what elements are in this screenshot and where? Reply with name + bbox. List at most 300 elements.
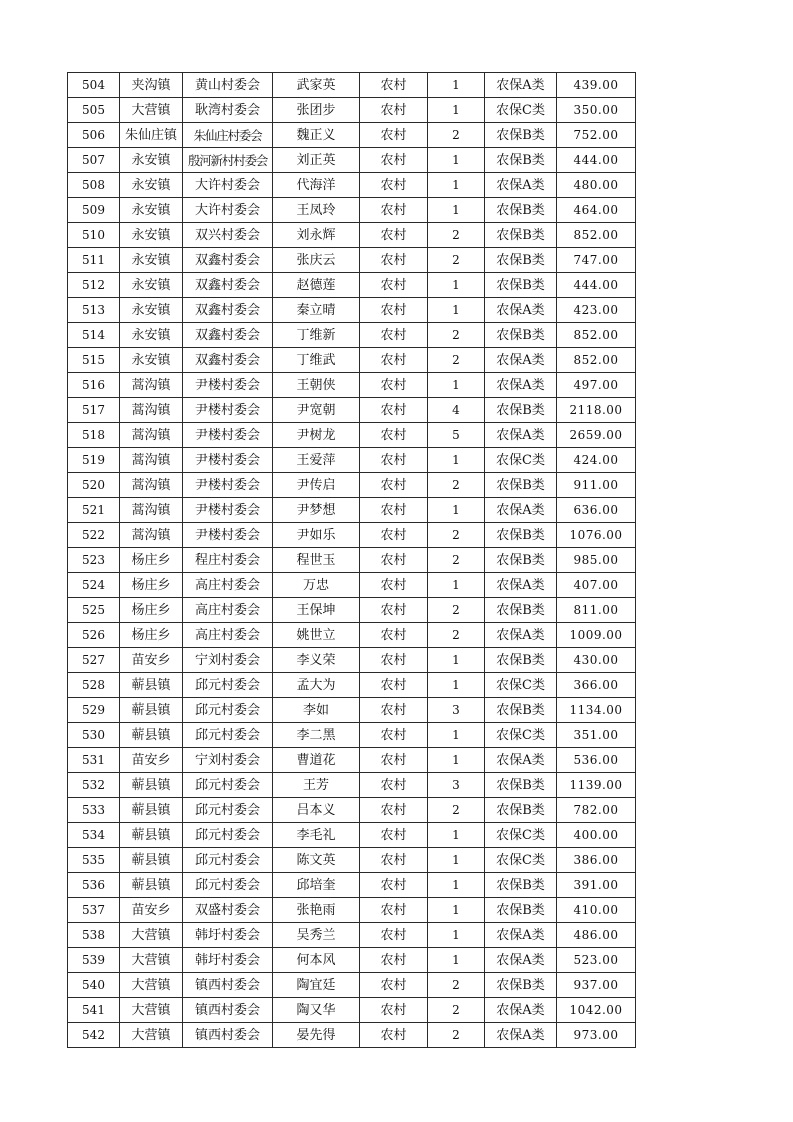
amount-cell: 1139.00 [557,773,636,798]
name-cell: 吕本义 [273,798,360,823]
amount-cell: 400.00 [557,823,636,848]
amount-cell: 391.00 [557,873,636,898]
village-committee-cell: 尹楼村委会 [183,423,273,448]
amount-cell: 911.00 [557,473,636,498]
amount-cell: 2118.00 [557,398,636,423]
name-cell: 晏先得 [273,1023,360,1048]
insurance-category-cell: 农保C类 [485,673,557,698]
row-number-cell: 513 [68,298,120,323]
row-number-cell: 509 [68,198,120,223]
table-row [68,73,636,98]
row-number-cell: 516 [68,373,120,398]
table-row [68,548,636,573]
insurance-category-cell: 农保C类 [485,448,557,473]
table-row [68,873,636,898]
row-number-cell: 526 [68,623,120,648]
row-number-cell: 528 [68,673,120,698]
area-type-cell: 农村 [360,298,428,323]
town-cell: 蕲县镇 [120,873,183,898]
row-number-cell: 530 [68,723,120,748]
row-number-cell: 522 [68,523,120,548]
amount-cell: 1076.00 [557,523,636,548]
area-type-cell: 农村 [360,573,428,598]
town-cell: 杨庄乡 [120,598,183,623]
row-number-cell: 520 [68,473,120,498]
household-count-cell: 1 [428,448,485,473]
row-number-cell: 534 [68,823,120,848]
amount-cell: 430.00 [557,648,636,673]
amount-cell: 351.00 [557,723,636,748]
village-committee-cell: 双盛村委会 [183,898,273,923]
table-row [68,623,636,648]
row-number-cell: 531 [68,748,120,773]
town-cell: 蒿沟镇 [120,473,183,498]
area-type-cell: 农村 [360,73,428,98]
village-committee-cell: 镇西村委会 [183,973,273,998]
area-type-cell: 农村 [360,748,428,773]
amount-cell: 2659.00 [557,423,636,448]
insurance-category-cell: 农保B类 [485,698,557,723]
town-cell: 蕲县镇 [120,848,183,873]
amount-cell: 407.00 [557,573,636,598]
town-cell: 永安镇 [120,223,183,248]
table-row [68,398,636,423]
insurance-category-cell: 农保A类 [485,923,557,948]
name-cell: 丁维武 [273,348,360,373]
name-cell: 尹如乐 [273,523,360,548]
table-row [68,698,636,723]
village-committee-cell: 双兴村委会 [183,223,273,248]
area-type-cell: 农村 [360,473,428,498]
row-number-cell: 518 [68,423,120,448]
name-cell: 赵德莲 [273,273,360,298]
village-committee-cell: 殷河新村村委会 [183,148,273,173]
name-cell: 秦立晴 [273,298,360,323]
amount-cell: 523.00 [557,948,636,973]
village-committee-cell: 宁刘村委会 [183,648,273,673]
row-number-cell: 535 [68,848,120,873]
area-type-cell: 农村 [360,823,428,848]
amount-cell: 782.00 [557,798,636,823]
table-row [68,448,636,473]
village-committee-cell: 程庄村委会 [183,548,273,573]
insurance-category-cell: 农保C类 [485,848,557,873]
relief-roster-table [67,72,636,1048]
insurance-category-cell: 农保A类 [485,498,557,523]
town-cell: 苗安乡 [120,648,183,673]
insurance-category-cell: 农保A类 [485,748,557,773]
area-type-cell: 农村 [360,973,428,998]
table-row [68,223,636,248]
household-count-cell: 1 [428,573,485,598]
table-row [68,648,636,673]
name-cell: 武家英 [273,73,360,98]
table-row [68,823,636,848]
row-number-cell: 515 [68,348,120,373]
household-count-cell: 1 [428,848,485,873]
household-count-cell: 2 [428,548,485,573]
table-row [68,523,636,548]
name-cell: 张艳雨 [273,898,360,923]
insurance-category-cell: 农保B类 [485,648,557,673]
insurance-category-cell: 农保A类 [485,73,557,98]
town-cell: 蕲县镇 [120,723,183,748]
row-number-cell: 523 [68,548,120,573]
name-cell: 丁维新 [273,323,360,348]
village-committee-cell: 邱元村委会 [183,873,273,898]
insurance-category-cell: 农保B类 [485,248,557,273]
name-cell: 李毛礼 [273,823,360,848]
village-committee-cell: 耿湾村委会 [183,98,273,123]
table-row [68,298,636,323]
town-cell: 大营镇 [120,948,183,973]
insurance-category-cell: 农保A类 [485,948,557,973]
insurance-category-cell: 农保A类 [485,298,557,323]
area-type-cell: 农村 [360,673,428,698]
household-count-cell: 2 [428,523,485,548]
table-row [68,948,636,973]
row-number-cell: 539 [68,948,120,973]
insurance-category-cell: 农保B类 [485,973,557,998]
insurance-category-cell: 农保B类 [485,523,557,548]
insurance-category-cell: 农保B类 [485,223,557,248]
table-row [68,148,636,173]
row-number-cell: 537 [68,898,120,923]
table-row [68,973,636,998]
village-committee-cell: 高庄村委会 [183,573,273,598]
town-cell: 永安镇 [120,198,183,223]
household-count-cell: 2 [428,473,485,498]
insurance-category-cell: 农保B类 [485,773,557,798]
amount-cell: 439.00 [557,73,636,98]
insurance-category-cell: 农保B类 [485,273,557,298]
row-number-cell: 511 [68,248,120,273]
village-committee-cell: 尹楼村委会 [183,373,273,398]
household-count-cell: 4 [428,398,485,423]
insurance-category-cell: 农保B类 [485,798,557,823]
table-row [68,98,636,123]
table-row [68,673,636,698]
insurance-category-cell: 农保B类 [485,898,557,923]
insurance-category-cell: 农保B类 [485,148,557,173]
table-body [68,73,636,1048]
name-cell: 王朝侠 [273,373,360,398]
amount-cell: 852.00 [557,223,636,248]
village-committee-cell: 邱元村委会 [183,673,273,698]
household-count-cell: 3 [428,773,485,798]
town-cell: 杨庄乡 [120,548,183,573]
table-row [68,598,636,623]
name-cell: 孟大为 [273,673,360,698]
amount-cell: 985.00 [557,548,636,573]
household-count-cell: 1 [428,673,485,698]
table-row [68,173,636,198]
household-count-cell: 2 [428,248,485,273]
name-cell: 尹传启 [273,473,360,498]
amount-cell: 536.00 [557,748,636,773]
name-cell: 李如 [273,698,360,723]
amount-cell: 464.00 [557,198,636,223]
insurance-category-cell: 农保A类 [485,423,557,448]
household-count-cell: 1 [428,373,485,398]
village-committee-cell: 邱元村委会 [183,848,273,873]
table-row [68,573,636,598]
town-cell: 蒿沟镇 [120,373,183,398]
table-row [68,423,636,448]
name-cell: 陶又华 [273,998,360,1023]
household-count-cell: 1 [428,298,485,323]
insurance-category-cell: 农保A类 [485,998,557,1023]
name-cell: 李二黑 [273,723,360,748]
town-cell: 永安镇 [120,298,183,323]
amount-cell: 486.00 [557,923,636,948]
name-cell: 王凤玲 [273,198,360,223]
row-number-cell: 524 [68,573,120,598]
household-count-cell: 1 [428,748,485,773]
amount-cell: 1134.00 [557,698,636,723]
household-count-cell: 2 [428,1023,485,1048]
household-count-cell: 2 [428,598,485,623]
area-type-cell: 农村 [360,698,428,723]
household-count-cell: 2 [428,623,485,648]
name-cell: 陶宜廷 [273,973,360,998]
amount-cell: 811.00 [557,598,636,623]
name-cell: 程世玉 [273,548,360,573]
village-committee-cell: 黄山村委会 [183,73,273,98]
row-number-cell: 529 [68,698,120,723]
town-cell: 朱仙庄镇 [120,123,183,148]
town-cell: 大营镇 [120,998,183,1023]
name-cell: 何本风 [273,948,360,973]
village-committee-cell: 大许村委会 [183,198,273,223]
village-committee-cell: 双鑫村委会 [183,348,273,373]
amount-cell: 386.00 [557,848,636,873]
insurance-category-cell: 农保A类 [485,348,557,373]
household-count-cell: 1 [428,923,485,948]
village-committee-cell: 邱元村委会 [183,698,273,723]
amount-cell: 497.00 [557,373,636,398]
town-cell: 蕲县镇 [120,698,183,723]
amount-cell: 1009.00 [557,623,636,648]
town-cell: 蕲县镇 [120,673,183,698]
household-count-cell: 1 [428,948,485,973]
area-type-cell: 农村 [360,223,428,248]
village-committee-cell: 邱元村委会 [183,798,273,823]
insurance-category-cell: 农保B类 [485,473,557,498]
village-committee-cell: 大许村委会 [183,173,273,198]
row-number-cell: 507 [68,148,120,173]
town-cell: 蒿沟镇 [120,448,183,473]
name-cell: 曹道花 [273,748,360,773]
table-row [68,198,636,223]
insurance-category-cell: 农保B类 [485,323,557,348]
table-row [68,923,636,948]
row-number-cell: 538 [68,923,120,948]
insurance-category-cell: 农保A类 [485,173,557,198]
household-count-cell: 1 [428,823,485,848]
area-type-cell: 农村 [360,848,428,873]
table-row [68,373,636,398]
town-cell: 苗安乡 [120,748,183,773]
name-cell: 尹树龙 [273,423,360,448]
amount-cell: 973.00 [557,1023,636,1048]
household-count-cell: 1 [428,73,485,98]
household-count-cell: 2 [428,348,485,373]
table-row [68,798,636,823]
village-committee-cell: 高庄村委会 [183,598,273,623]
table-row [68,723,636,748]
town-cell: 杨庄乡 [120,573,183,598]
area-type-cell: 农村 [360,773,428,798]
insurance-category-cell: 农保A类 [485,1023,557,1048]
row-number-cell: 505 [68,98,120,123]
insurance-category-cell: 农保B类 [485,398,557,423]
name-cell: 张庆云 [273,248,360,273]
table-row [68,773,636,798]
area-type-cell: 农村 [360,323,428,348]
town-cell: 大营镇 [120,973,183,998]
amount-cell: 480.00 [557,173,636,198]
village-committee-cell: 邱元村委会 [183,773,273,798]
area-type-cell: 农村 [360,123,428,148]
amount-cell: 1042.00 [557,998,636,1023]
village-committee-cell: 尹楼村委会 [183,448,273,473]
amount-cell: 937.00 [557,973,636,998]
area-type-cell: 农村 [360,798,428,823]
row-number-cell: 525 [68,598,120,623]
household-count-cell: 1 [428,873,485,898]
village-committee-cell: 镇西村委会 [183,1023,273,1048]
area-type-cell: 农村 [360,198,428,223]
town-cell: 蒿沟镇 [120,498,183,523]
area-type-cell: 农村 [360,998,428,1023]
table-row [68,273,636,298]
household-count-cell: 1 [428,198,485,223]
village-committee-cell: 邱元村委会 [183,823,273,848]
village-committee-cell: 尹楼村委会 [183,473,273,498]
household-count-cell: 1 [428,723,485,748]
row-number-cell: 508 [68,173,120,198]
amount-cell: 747.00 [557,248,636,273]
amount-cell: 444.00 [557,148,636,173]
amount-cell: 636.00 [557,498,636,523]
row-number-cell: 504 [68,73,120,98]
insurance-category-cell: 农保B类 [485,598,557,623]
area-type-cell: 农村 [360,523,428,548]
town-cell: 大营镇 [120,98,183,123]
table-row [68,248,636,273]
household-count-cell: 2 [428,998,485,1023]
village-committee-cell: 双鑫村委会 [183,248,273,273]
village-committee-cell: 韩圩村委会 [183,923,273,948]
amount-cell: 350.00 [557,98,636,123]
area-type-cell: 农村 [360,398,428,423]
village-committee-cell: 韩圩村委会 [183,948,273,973]
town-cell: 杨庄乡 [120,623,183,648]
village-committee-cell: 宁刘村委会 [183,748,273,773]
village-committee-cell: 双鑫村委会 [183,323,273,348]
row-number-cell: 527 [68,648,120,673]
name-cell: 尹宽朝 [273,398,360,423]
village-committee-cell: 镇西村委会 [183,998,273,1023]
town-cell: 蕲县镇 [120,798,183,823]
amount-cell: 366.00 [557,673,636,698]
town-cell: 蕲县镇 [120,823,183,848]
table-row [68,748,636,773]
village-committee-cell: 尹楼村委会 [183,498,273,523]
town-cell: 苗安乡 [120,898,183,923]
amount-cell: 752.00 [557,123,636,148]
row-number-cell: 533 [68,798,120,823]
town-cell: 蕲县镇 [120,773,183,798]
table-row [68,998,636,1023]
town-cell: 永安镇 [120,248,183,273]
name-cell: 刘正英 [273,148,360,173]
name-cell: 魏正义 [273,123,360,148]
town-cell: 夹沟镇 [120,73,183,98]
row-number-cell: 512 [68,273,120,298]
area-type-cell: 农村 [360,923,428,948]
household-count-cell: 2 [428,973,485,998]
area-type-cell: 农村 [360,348,428,373]
insurance-category-cell: 农保B类 [485,548,557,573]
area-type-cell: 农村 [360,723,428,748]
table-row [68,848,636,873]
area-type-cell: 农村 [360,373,428,398]
town-cell: 永安镇 [120,323,183,348]
town-cell: 永安镇 [120,148,183,173]
area-type-cell: 农村 [360,598,428,623]
row-number-cell: 517 [68,398,120,423]
village-committee-cell: 双鑫村委会 [183,273,273,298]
area-type-cell: 农村 [360,948,428,973]
name-cell: 万忠 [273,573,360,598]
household-count-cell: 2 [428,223,485,248]
insurance-category-cell: 农保B类 [485,873,557,898]
row-number-cell: 542 [68,1023,120,1048]
table-row [68,348,636,373]
insurance-category-cell: 农保A类 [485,573,557,598]
name-cell: 邱培奎 [273,873,360,898]
insurance-category-cell: 农保C类 [485,823,557,848]
area-type-cell: 农村 [360,248,428,273]
insurance-category-cell: 农保A类 [485,373,557,398]
table-row [68,498,636,523]
village-committee-cell: 尹楼村委会 [183,398,273,423]
town-cell: 永安镇 [120,173,183,198]
insurance-category-cell: 农保B类 [485,198,557,223]
insurance-category-cell: 农保C类 [485,98,557,123]
name-cell: 姚世立 [273,623,360,648]
town-cell: 蒿沟镇 [120,523,183,548]
name-cell: 王芳 [273,773,360,798]
amount-cell: 424.00 [557,448,636,473]
household-count-cell: 1 [428,148,485,173]
town-cell: 永安镇 [120,273,183,298]
amount-cell: 444.00 [557,273,636,298]
area-type-cell: 农村 [360,548,428,573]
household-count-cell: 3 [428,698,485,723]
row-number-cell: 540 [68,973,120,998]
amount-cell: 410.00 [557,898,636,923]
row-number-cell: 521 [68,498,120,523]
town-cell: 大营镇 [120,923,183,948]
name-cell: 代海洋 [273,173,360,198]
household-count-cell: 1 [428,648,485,673]
name-cell: 陈文英 [273,848,360,873]
household-count-cell: 2 [428,798,485,823]
amount-cell: 852.00 [557,323,636,348]
